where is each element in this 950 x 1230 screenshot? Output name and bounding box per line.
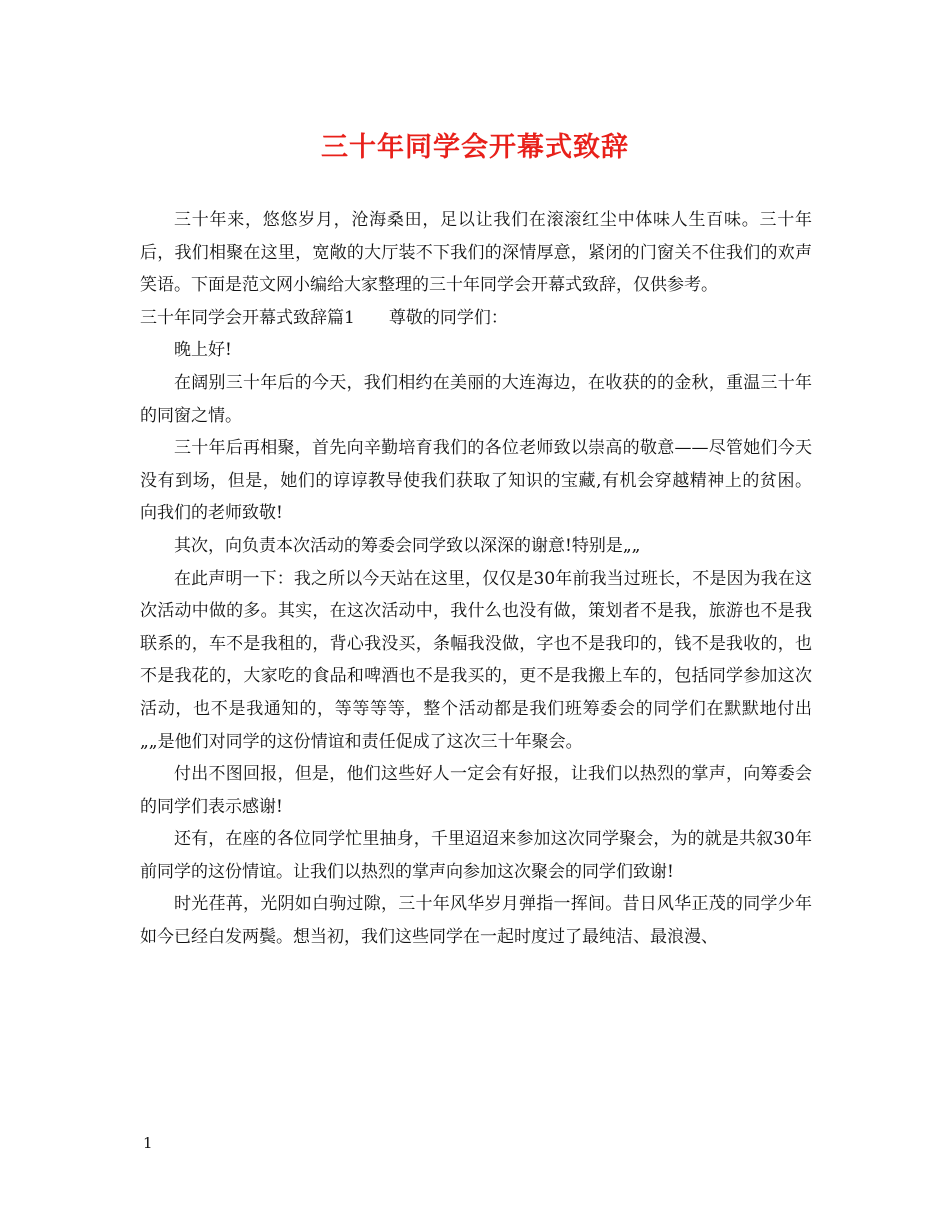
paragraph-section-heading: 三十年同学会开幕式致辞篇1 尊敬的同学们：: [140, 307, 508, 328]
document-title: 三十年同学会开幕式致辞: [321, 132, 629, 163]
paragraph-teachers: 三十年后再相聚，首先向辛勤培育我们的各位老师致以崇高的敬意——尽管她们今天没有到场，但是，她们的谆谆教导使我们获取了知识的宝藏,有机会穿越精神上的贫困。 向我们的老师致敬!: [140, 438, 812, 524]
paragraph-statement: 在此声明一下：我之所以今天站在这里，仅仅是30年前我当过班长，不是因为我在这次活动中做的多。其实，在这次活动中，我什么也没有做，策划者不是我，旅游也不是我联系的，车不是我租的，背心我没买，条幅我没做，字也不是我印的，钱不是我收的，也不是我花的，大家吃的食品和啤酒也不是我买的，更不是我搬上车的，包括同学参加这次活动，也不是我通知的，等等等等，整个活动都是我们班筹委会的同学们在默默地付出„„是他们对同学的这份情谊和责任促成了这次三十年聚会。: [140, 568, 812, 752]
paragraph-committee-thanks: 其次，向负责本次活动的筹委会同学致以深深的谢意!特别是„„: [174, 535, 641, 556]
page-number: 1: [143, 1134, 153, 1152]
document-body: [140, 204, 812, 954]
paragraph-time-passes: 时光荏苒，光阴如白驹过隙，三十年风华岁月弹指一挥间。昔日风华正茂的同学少年如今已经白发两鬓。想当初，我们这些同学在一起时度过了最纯洁、最浪漫、: [140, 894, 812, 948]
paragraph-applause-committee: 付出不图回报，但是，他们这些好人一定会有好报，让我们以热烈的掌声，向筹委会的同学们表示感谢!: [140, 764, 812, 817]
paragraph-applause-attendees: 还有，在座的各位同学忙里抽身，千里迢迢来参加这次同学聚会，为的就是共叙30年前同学的这份情谊。让我们以热烈的掌声向参加这次聚会的同学们致谢!: [140, 829, 812, 882]
paragraph-intro: 三十年来，悠悠岁月，沧海桑田，足以让我们在滚滚红尘中体味人生百味。三十年后，我们相聚在这里，宽敞的大厅装不下我们的深情厚意，紧闭的门窗关不住我们的欢声笑语。下面是范文网小编给大家整理的三十年同学会开幕式致辞，仅供参考。: [140, 210, 812, 296]
paragraph-greeting: 晚上好!: [174, 340, 232, 361]
paragraph-reunion: 在阔别三十年后的今天，我们相约在美丽的大连海边，在收获的的金秋，重温三十年的同窗之情。: [140, 372, 812, 426]
